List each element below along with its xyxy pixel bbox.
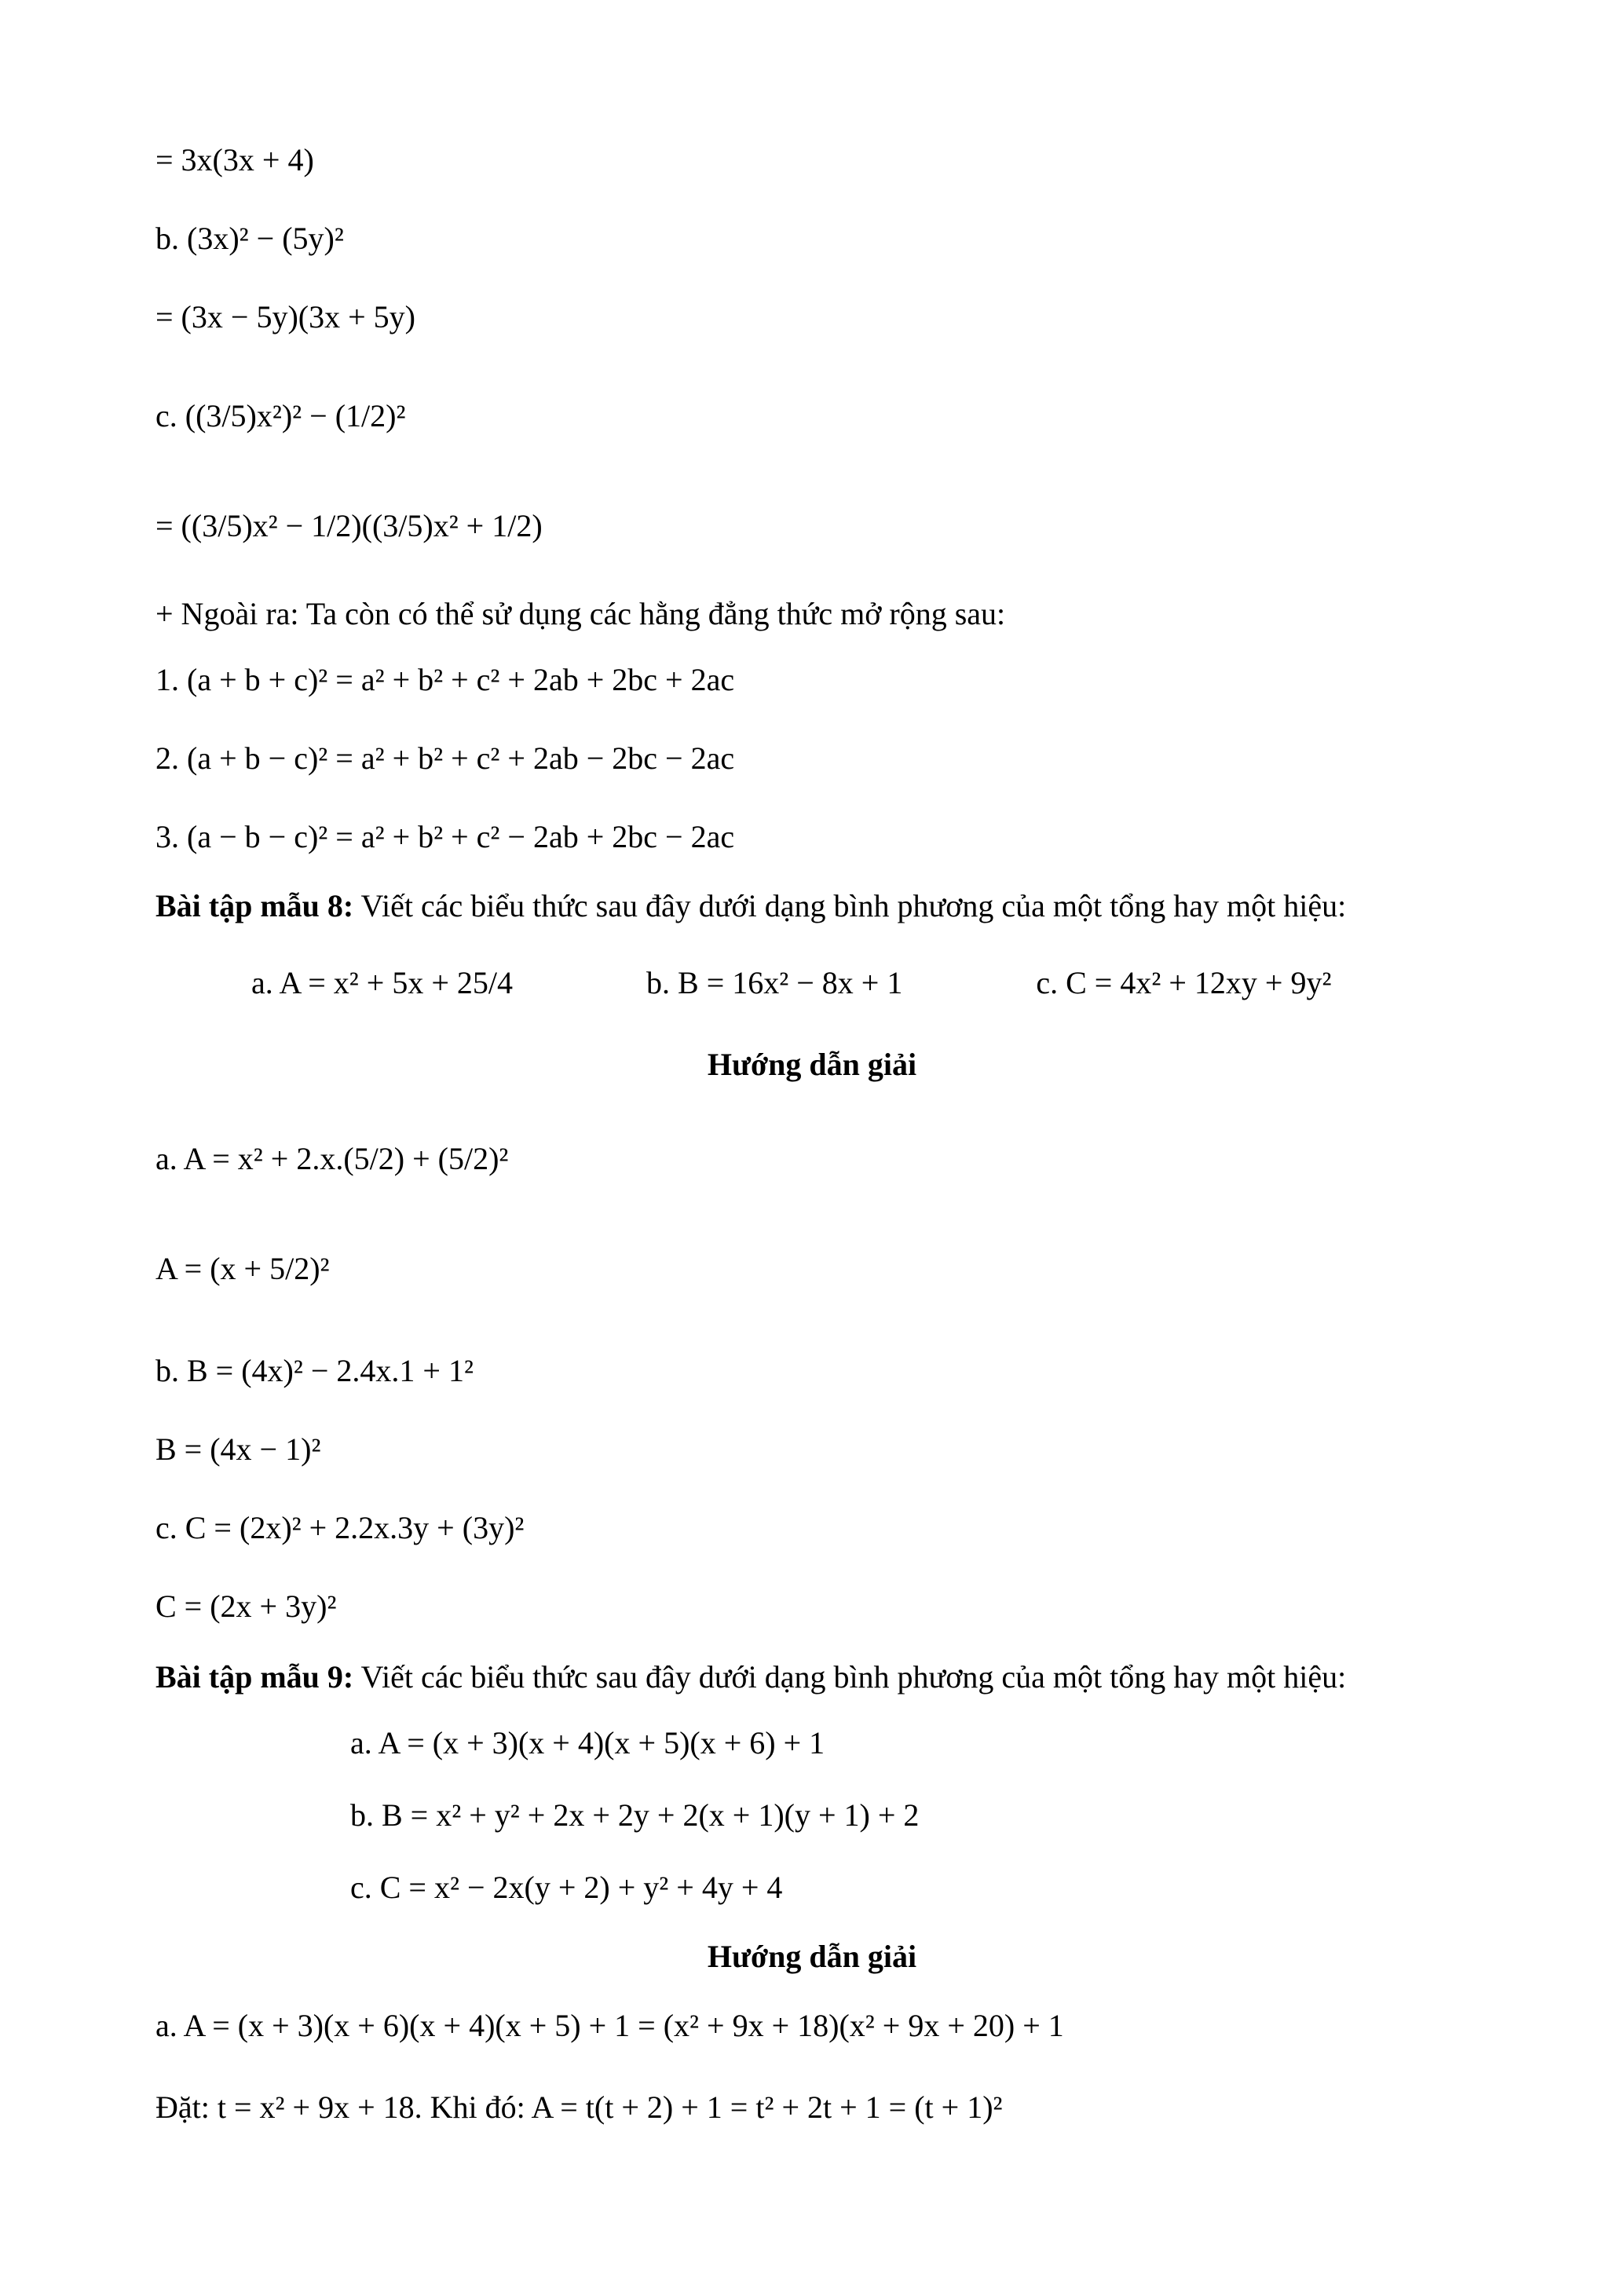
exercise-8-title: Bài tập mẫu 8:: [155, 888, 354, 923]
guide-heading-1: Hướng dẫn giải: [707, 1047, 917, 1082]
exercise-8-part-c: c. C = 4x² + 12xy + 9y²: [1036, 965, 1332, 1000]
exercise-9-title: Bài tập mẫu 9:: [155, 1659, 354, 1695]
guide-heading-2: Hướng dẫn giải: [707, 1939, 917, 1974]
identity-1: 1. (a + b + c)² = a² + b² + c² + 2ab + 2bc + 2ac: [155, 662, 735, 697]
solution-8-c-line-2: C = (2x + 3y)²: [155, 1589, 337, 1624]
solution-8-b-line-2: B = (4x − 1)²: [155, 1431, 321, 1467]
line-3: = (3x − 5y)(3x + 5y): [155, 299, 415, 335]
exercise-8-heading: [155, 890, 1346, 922]
exercise-8-part-b: b. B = 16x² − 8x + 1: [646, 965, 903, 1000]
exercise-8-part-a: a. A = x² + 5x + 25/4: [251, 965, 514, 1000]
solution-8-c-line-1: c. C = (2x)² + 2.2x.3y + (3y)²: [155, 1510, 525, 1545]
exercise-9-text: Viết các biểu thức sau đây dưới dạng bình phương của một tổng hay một hiệu:: [360, 1659, 1347, 1695]
line-1: = 3x(3x + 4): [155, 142, 314, 177]
solution-8-a-line-2: A = (x + 5/2)²: [155, 1251, 330, 1286]
solution-9-a-line-2: Đặt: t = x² + 9x + 18. Khi đó: A = t(t + 2) + 1 = t² + 2t + 1 = (t + 1)²: [155, 2089, 1003, 2125]
identity-3: 3. (a − b − c)² = a² + b² + c² − 2ab + 2bc − 2ac: [155, 819, 735, 854]
exercise-8-text: Viết các biểu thức sau đây dưới dạng bình phương của một tổng hay một hiệu:: [360, 888, 1347, 923]
exercise-9-part-a: a. A = (x + 3)(x + 4)(x + 5)(x + 6) + 1: [350, 1725, 825, 1760]
solution-8-a-line-1: a. A = x² + 2.x.(5/2) + (5/2)²: [155, 1141, 509, 1176]
line-5: = ((3/5)x² − 1/2)((3/5)x² + 1/2): [155, 508, 543, 543]
line-6: + Ngoài ra: Ta còn có thể sử dụng các hằng đẳng thức mở rộng sau:: [155, 596, 1006, 631]
exercise-9-part-b: b. B = x² + y² + 2x + 2y + 2(x + 1)(y + 1) + 2: [350, 1797, 920, 1833]
exercise-8-parts: [251, 967, 1331, 999]
solution-9-a-line-1: a. A = (x + 3)(x + 6)(x + 4)(x + 5) + 1 = (x² + 9x + 18)(x² + 9x + 20) + 1: [155, 2008, 1064, 2043]
exercise-9-part-c: c. C = x² − 2x(y + 2) + y² + 4y + 4: [350, 1870, 783, 1905]
solution-8-b-line-1: b. B = (4x)² − 2.4x.1 + 1²: [155, 1353, 474, 1388]
line-4: c. ((3/5)x²)² − (1/2)²: [155, 398, 406, 433]
identity-2: 2. (a + b − c)² = a² + b² + c² + 2ab − 2bc − 2ac: [155, 740, 735, 776]
exercise-9-heading: [155, 1659, 1347, 1695]
line-2: b. (3x)² − (5y)²: [155, 221, 344, 256]
